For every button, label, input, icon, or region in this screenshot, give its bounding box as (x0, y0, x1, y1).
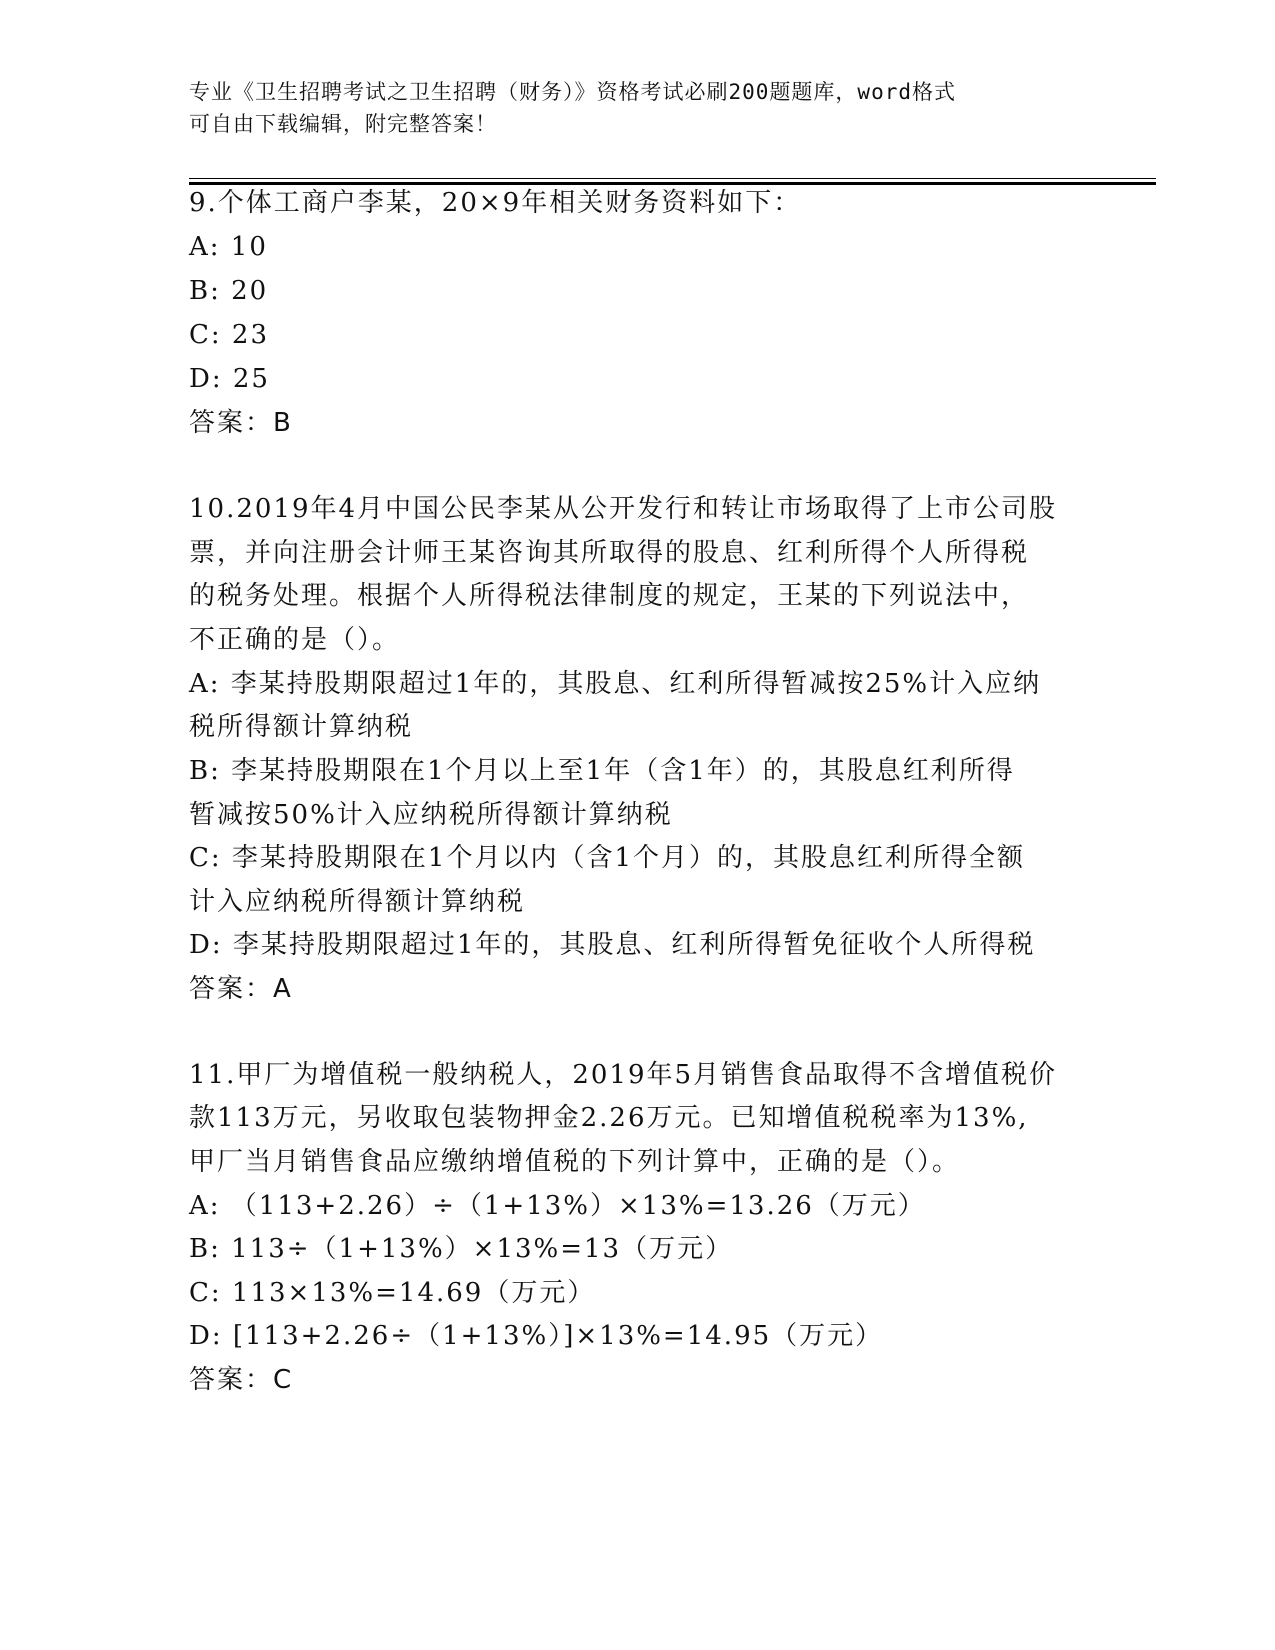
question-10-stem-line-4: 不正确的是（）。 (189, 625, 401, 655)
question-11-option-b: B: 113÷（1+13%）×13%=13（万元） (189, 1234, 734, 1264)
question-10-option-c-line-2: 计入应纳税所得额计算纳税 (189, 887, 526, 917)
question-9-option-b: B: 20 (189, 276, 269, 306)
question-10-option-b-line-2: 暂减按50%计入应纳税所得额计算纳税 (189, 800, 673, 830)
question-11-option-a: A: （113+2.26）÷（1+13%）×13%=13.26（万元） (189, 1191, 926, 1221)
question-10-stem-line-2: 票，并向注册会计师王某咨询其所取得的股息、红利所得个人所得税 (189, 538, 1030, 568)
question-10-option-a-line-1: A: 李某持股期限超过1年的，其股息、红利所得暂减按25%计入应纳 (189, 669, 1042, 699)
question-9-option-c: C: 23 (189, 320, 270, 350)
question-10-option-a-line-2: 税所得额计算纳税 (189, 712, 414, 742)
header-line-1: 专业《卫生招聘考试之卫生招聘（财务）》资格考试必刷200题题库，word格式 (189, 80, 956, 104)
question-9-option-d: D: 25 (189, 364, 270, 394)
question-11-stem-line-2: 款113万元，另收取包装物押金2.26万元。已知增值税税率为13%, (189, 1103, 1029, 1133)
question-11-stem-line-3: 甲厂当月销售食品应缴纳增值税的下列计算中，正确的是（）。 (189, 1147, 961, 1177)
header-divider-thin (189, 178, 1156, 179)
question-11-stem-line-1: 11.甲厂为增值税一般纳税人，2019年5月销售食品取得不含增值税价 (189, 1060, 1058, 1090)
question-9-option-a: A: 10 (189, 232, 268, 262)
question-10-option-b-line-1: B: 李某持股期限在1个月以上至1年（含1年）的，其股息红利所得 (189, 756, 1015, 786)
question-9-answer: 答案：B (189, 408, 293, 438)
question-10-option-d: D: 李某持股期限超过1年的，其股息、红利所得暂免征收个人所得税 (189, 930, 1036, 960)
question-11-option-c: C: 113×13%=14.69（万元） (189, 1278, 596, 1308)
question-10-stem-line-3: 的税务处理。根据个人所得税法律制度的规定，王某的下列说法中， (189, 581, 1030, 611)
header-line-2: 可自由下载编辑，附完整答案！ (189, 112, 497, 136)
document-header (189, 76, 1089, 140)
question-11-option-d: D: [113+2.26÷（1+13%）]×13%=14.95（万元） (189, 1321, 884, 1351)
question-11-answer: 答案：C (189, 1365, 294, 1395)
question-10-stem-line-1: 10.2019年4月中国公民李某从公开发行和转让市场取得了上市公司股 (189, 494, 1058, 524)
question-10-answer: 答案：A (189, 974, 293, 1004)
question-10-option-c-line-1: C: 李某持股期限在1个月以内（含1个月）的，其股息红利所得全额 (189, 843, 1026, 873)
question-9-stem: 9.个体工商户李某，20×9年相关财务资料如下： (189, 188, 802, 218)
